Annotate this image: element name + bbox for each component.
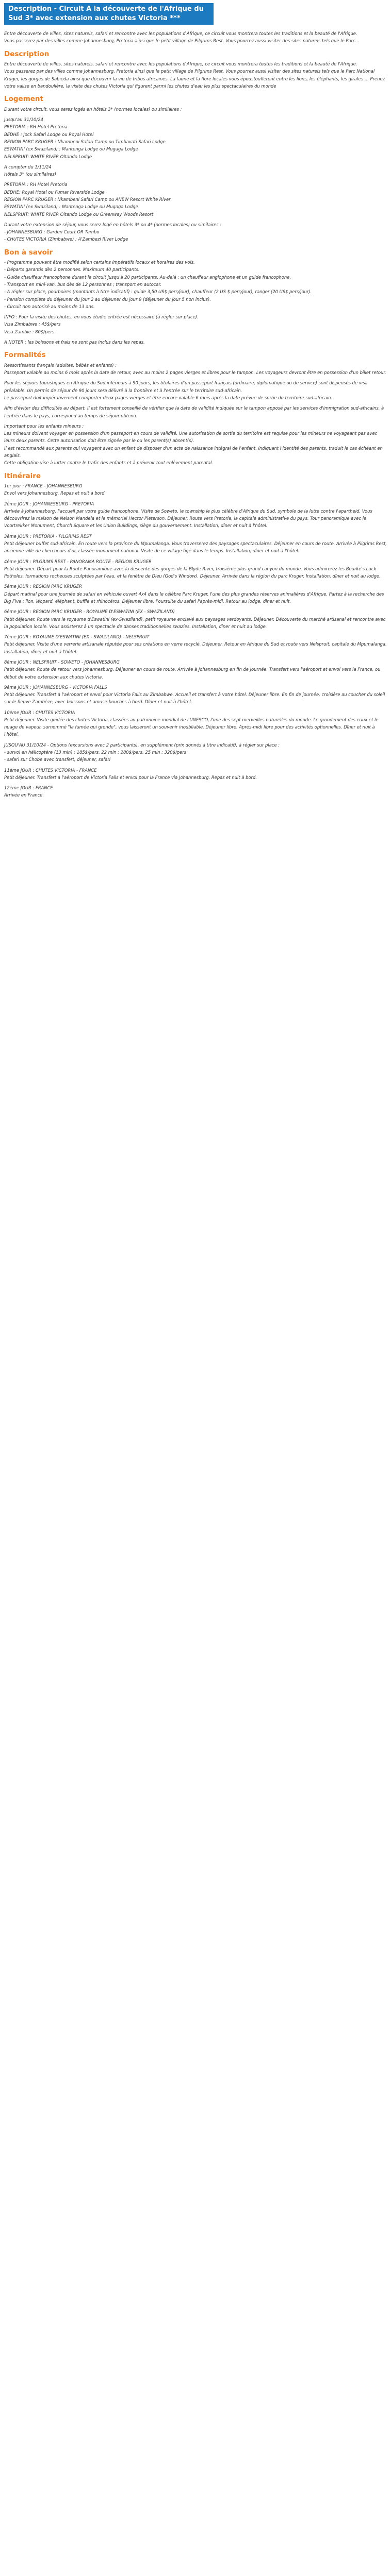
section-paragraph (4, 767, 387, 782)
section-paragraph (4, 558, 387, 580)
section-paragraph (4, 106, 387, 113)
paragraph-line: 6ème JOUR : REGION PARC KRUGER - ROYAUME D'ESWATINI (EX - SWAZILAND) (4, 609, 175, 615)
paragraph-line: - Départs garantis dès 2 personnes. Maximum 40 participants. (4, 267, 140, 273)
paragraph-line: ESWATINI (ex Swaziland) : Mantenga Lodge ou Mugaga Lodge (4, 204, 138, 210)
paragraph-line: 10ème JOUR : CHUTES VICTORIA (4, 709, 75, 715)
paragraph-line: 7ème JOUR : ROYAUME D'ESWATINI (EX - SWAZILAND) - NELSPRUIT (4, 634, 150, 640)
page-title: Description - Circuit A la découverte de l'Afrique du Sud 3* avec extension aux chutes Victoria *** (8, 5, 204, 22)
paragraph-line: Important pour les enfants mineurs : (4, 423, 84, 429)
intro-line: Entre découverte de villes, sites naturels, safari et rencontre avec les populations d'Afrique, ce circuit vous montrera toutes les traditions et la beauté de l'Afrique. (4, 31, 357, 37)
paragraph-line: NELSPRUIT: WHITE RIVER Oltando Lodge ou Greenway Woods Resort (4, 211, 154, 217)
paragraph-line: Visa Zimbabwe : 45$/pers (4, 321, 61, 327)
section-paragraph (4, 362, 387, 377)
paragraph-line: PRETORIA : RH Hotel Pretoria (4, 182, 68, 188)
paragraph-line: - safari sur Chobe avec transfert, déjeuner, safari (4, 757, 111, 762)
paragraph-line: - JOHANNESBURG : Garden Court OR Tambo (4, 229, 100, 235)
section-heading: Logement (4, 95, 43, 104)
section-paragraph (4, 379, 387, 401)
paragraph-line: 4ème JOUR : PILGRIMS REST - PANORAMA ROUTE - REGION KRUGER (4, 558, 152, 564)
paragraph-line: - Guide chauffeur francophone durant le circuit jusqu'à 20 participants. Au-delà : un chauffeur anglophone et un guide francophone. (4, 274, 291, 280)
paragraph-line: 12ème JOUR : FRANCE (4, 785, 53, 791)
paragraph-line: 8ème JOUR : NELSPRUIT - SOWETO - JOHANNESBURG (4, 659, 120, 665)
section-paragraph (4, 784, 387, 799)
section-paragraph (4, 633, 387, 655)
paragraph-line: Petit déjeuner buffet sud-africain. En route vers la province du Mpumalanga. Vous traverserez des paysages spectaculaires. Déjeuner en cours de route. Arrivée à Pilgrims Rest, ancienne ville de chercheurs d'or, classée monument national. Visite de ce village figé dans le temps. Installation, dîner et nuit à l'hôtel. (4, 541, 387, 554)
paragraph-line: Hôtels 3* (ou similaires) (4, 172, 56, 177)
intro-paragraph (4, 30, 387, 45)
paragraph-line: Jusqu'au 31/10/24 (4, 117, 43, 123)
section-paragraph (4, 259, 387, 310)
paragraph-line: REGION PARC KRUGER : Nkambeni Safari Camp ou ANEW Resort White River (4, 196, 171, 202)
paragraph-line: 2ème JOUR : JOHANNESBURG - PRETORIA (4, 501, 94, 506)
section-heading: Bon à savoir (4, 248, 53, 257)
paragraph-line: Petit déjeuner. Transfert à l'aéroport et envol pour Victoria Falls au Zimbabwe. Accueil et transfert à votre hôtel. Déjeuner libre. En fin de journée, croisière au coucher du soleil sur le fleuve Zambèze, avec boissons et amuse-bouches à bord. Dîner et nuit à l'hôtel. (4, 692, 385, 705)
section-paragraph (4, 422, 387, 467)
intro-line: Vous passerez par des villes comme Johannesburg, Pretoria ainsi que le petit village de Pilgrims Rest. Vous pourrez aussi visiter des sites naturels tels que le Parc... (4, 38, 360, 44)
section-paragraph (4, 608, 387, 630)
section-paragraph (4, 741, 387, 764)
paragraph-line: 11ème JOUR : CHUTES VICTORIA - FRANCE (4, 767, 97, 773)
section-paragraph (4, 533, 387, 555)
paragraph-line: Entre découverte de villes, sites naturels, safari et rencontre avec les populations d'Afrique, ce circuit vous montrera toutes les traditions et la beauté de l'Afrique. (4, 61, 357, 67)
paragraph-line: Il est recommandé aux parents qui voyagent avec un enfant de disposer d'un acte de naissance intégral de l'enfant, indiquant l'identité des parents, traduit le cas échéant en anglais. (4, 445, 383, 458)
paragraph-line: Durant votre circuit, vous serez logés en hôtels 3* (normes locales) ou similaires : (4, 106, 182, 112)
section-heading: Description (4, 49, 50, 58)
paragraph-line: - survol en hélicoptère (13 min) : 185$/pers, 22 min : 280$/pers, 25 min : 320$/pers (4, 750, 187, 755)
paragraph-line: Petit déjeuner. Transfert à l'aéroport de Victoria Falls et envol pour la France via Johannesburg. Repas et nuit à bord. (4, 774, 257, 780)
section-paragraph (4, 116, 387, 160)
section-paragraph (4, 500, 387, 530)
section-heading: Itinéraire (4, 471, 41, 480)
section-paragraph (4, 181, 387, 217)
paragraph-line: Arrivée à Johannesburg, l'accueil par votre guide francophone. Visite de Soweto, le township le plus célèbre d'Afrique du Sud, symbole de la lutte contre l'apartheid. Vous découvrirez la maison de Nelson Mandela et le mémorial Hector Pieterson. Déjeuner. Route vers Pretoria, la capitale administrative du pays. Tour panoramique avec le Voortrekker Monument, Church Square et les Union Buildings, siège du gouvernement. Installation, dîner et nuit à l'hôtel. (4, 508, 372, 529)
paragraph-line: Départ matinal pour une journée de safari en véhicule ouvert 4x4 dans le célèbre Parc Kruger, l'une des plus grandes réserves animalières d'Afrique. Partez à la recherche des Big Five : lion, léopard, éléphant, buffle et rhinocéros. Déjeuner libre. Poursuite du safari l'après-midi. Retour au lodge, dîner et nuit. (4, 591, 384, 604)
section-paragraph (4, 221, 387, 243)
section-paragraph (4, 658, 387, 681)
paragraph-line: Passeport valable au moins 6 mois après la date de retour, avec au moins 2 pages vierges et libres pour le tampon. Les voyageurs devront être en possession d'un billet retour. (4, 370, 386, 376)
paragraph-line: Petit déjeuner. Route de retour vers Johannesburg. Déjeuner en cours de route. Arrivée à Johannesburg en fin de journée. Transfert vers l'aéroport et envol vers la France, ou début de votre extension aux chutes Victoria. (4, 667, 381, 680)
paragraph-line: ESWATINI (ex Swaziland) : Mantenga Lodge ou Mugaga Lodge (4, 146, 138, 152)
section-paragraph (4, 163, 387, 178)
paragraph-line: Visa Zambie : 80$/pers (4, 329, 55, 334)
paragraph-line: A NOTER : les boissons et frais ne sont pas inclus dans les repas. (4, 340, 145, 345)
paragraph-line: - Circuit non autorisé au moins de 13 ans. (4, 303, 95, 309)
paragraph-line: BEDHE: Royal Hotel ou Fumar Riverside Lodge (4, 189, 105, 195)
paragraph-line: Arrivée en France. (4, 792, 44, 798)
paragraph-line: Cette obligation vise à lutter contre le trafic des enfants et à prévenir tout enlèvement parental. (4, 460, 213, 466)
paragraph-line: 9ème JOUR : JOHANNESBURG - VICTORIA FALLS (4, 684, 107, 690)
section-paragraph (4, 684, 387, 706)
section-paragraph (4, 404, 387, 419)
page-title-banner (4, 3, 214, 25)
paragraph-line: JUSQU'AU 31/10/24 - Options (excursions avec 2 participants), en supplément (prix donnés à titre indicatif), à régler sur place : (4, 742, 280, 748)
section-paragraph (4, 709, 387, 738)
paragraph-line: Envol vers Johannesburg. Repas et nuit à bord. (4, 490, 106, 496)
paragraph-line: A compter du 1/11/24 (4, 164, 52, 170)
paragraph-line: Petit déjeuner. Visite d'une verrerie artisanale réputée pour ses créations en verre recyclé. Déjeuner. Retour en Afrique du Sud et route vers Nelspruit, capitale du Mpumalanga. Installation, dîner et nuit à l'hôtel. (4, 641, 387, 654)
paragraph-line: NELSPRUIT: WHITE RIVER Oltando Lodge (4, 154, 92, 159)
paragraph-line: Les mineurs doivent voyager en possession d'un passeport en cours de validité. Une autorisation de sortie du territoire est requise pour les mineurs ne voyageant pas avec leurs deux parents. Cette autorisation doit être signée par le ou les parent(s) absent(s). (4, 431, 378, 444)
section-paragraph (4, 338, 387, 346)
paragraph-line: - Programme pouvant être modifié selon certains impératifs locaux et horaires des vols. (4, 260, 195, 265)
paragraph-line: Ressortissants français (adultes, bébés et enfants) : (4, 362, 117, 368)
section-paragraph (4, 583, 387, 605)
paragraph-line: - CHUTES VICTORIA (Zimbabwe) : A'Zambezi River Lodge (4, 236, 128, 242)
paragraph-line: - A régler sur place, pourboires (montants à titre indicatif) : guide 3,50 US$ pers/jour), chauffeur (2 US $ pers/jour), ranger (20 US$ pers/jour). (4, 289, 312, 295)
paragraph-line: - Pension complète du déjeuner du jour 2 au déjeuner du jour 9 (déjeuner du jour 5 non inclus). (4, 296, 211, 302)
paragraph-line: 1er jour : FRANCE - JOHANNESBURG (4, 483, 83, 489)
paragraph-line: PRETORIA : RH Hotel Pretoria (4, 124, 68, 130)
paragraph-line: REGION PARC KRUGER : Nkambeni Safari Camp ou Timbavati Safari Lodge (4, 139, 166, 144)
paragraph-line: BEDHE : Jock Safari Lodge ou Royal Hotel (4, 131, 94, 137)
paragraph-line: Afin d'éviter des difficultés au départ, il est fortement conseillé de vérifier que la date de validité indiquée sur le tampon apposé par les services d'immigration sud-africains, à l'entrée dans le pays, correspond au temps de séjour obtenu. (4, 405, 384, 418)
section-heading: Formalités (4, 351, 46, 360)
paragraph-line: INFO : Pour la visite des chutes, en vous étudie entrée est nécessaire (à régler sur place). (4, 314, 199, 320)
paragraph-line: Petit déjeuner. Départ pour la Route Panoramique avec la descente des gorges de la Blyde River, troisième plus grand canyon du monde. Vous admirerez les Bourke's Luck Potholes, formations rocheuses sculptées par l'eau, et la fenêtre de Dieu (God's Window). Déjeuner. Arrivée dans la région du parc Kruger. Installation, dîner et nuit au lodge. (4, 566, 381, 579)
paragraph-line: Petit déjeuner. Route vers le royaume d'Eswatini (ex-Swaziland), petit royaume enclavé aux paysages verdoyants. Déjeuner. Découverte du marché artisanal et rencontre avec la population locale. Vous assisterez à un spectacle de danses traditionnelles swazies. Installation, dîner et nuit au lodge. (4, 616, 386, 629)
page (0, 0, 391, 812)
paragraph-line: 3ème JOUR : PRETORIA - PILGRIMS REST (4, 533, 92, 539)
paragraph-line: Durant votre extension de séjour, vous serez logé en hôtels 3* ou 4* (normes locales) ou similaires : (4, 222, 222, 227)
paragraph-line: Vous passerez par des villes comme Johannesburg, Pretoria ainsi que le petit village de Pilgrims Rest. Vous pourrez aussi visiter des sites naturels tels que le Parc National Kruger, les gorges de Sabieda ainsi que découvrir la vie de tribus africaines. La faune et la flore locales vous époustoufleront entre les lions, les éléphants, les girafes ... Prenez votre valise en bandoulière, la visite des chutes Victoria qui figurent parmi les chutes d'eau les plus spectaculaires du monde (4, 69, 385, 89)
section-paragraph (4, 482, 387, 497)
paragraph-line: Petit déjeuner. Visite guidée des chutes Victoria, classées au patrimoine mondial de l'UNESCO, l'une des sept merveilles naturelles du monde. Le grondement des eaux et le nuage de vapeur, surnommé "la fumée qui gronde", vous laisseront un souvenir inoubliable. Déjeuner libre. Après-midi libre pour des activités optionnelles. Dîner et nuit à l'hôtel. (4, 717, 379, 737)
paragraph-line: 5ème JOUR : REGION PARC KRUGER (4, 584, 82, 589)
content-sections (4, 50, 387, 799)
paragraph-line: Pour les séjours touristiques en Afrique du Sud inférieurs à 90 jours, les titulaires d'un passeport français (ordinaire, diplomatique ou de service) sont dispensés de visa préalable. Un permis de séjour de 90 jours sera délivré à la frontière et à l'entrée sur le territoire sud-africain. (4, 380, 368, 393)
section-paragraph (4, 60, 387, 90)
paragraph-line: - Transport en mini-van, bus dès de 12 personnes ; transport en autocar. (4, 282, 161, 287)
paragraph-line: Le passeport doit impérativement comporter deux pages vierges et être encore valable 6 mois après la date prévue de sortie du territoire sud-africain. (4, 395, 333, 400)
section-paragraph (4, 313, 387, 335)
